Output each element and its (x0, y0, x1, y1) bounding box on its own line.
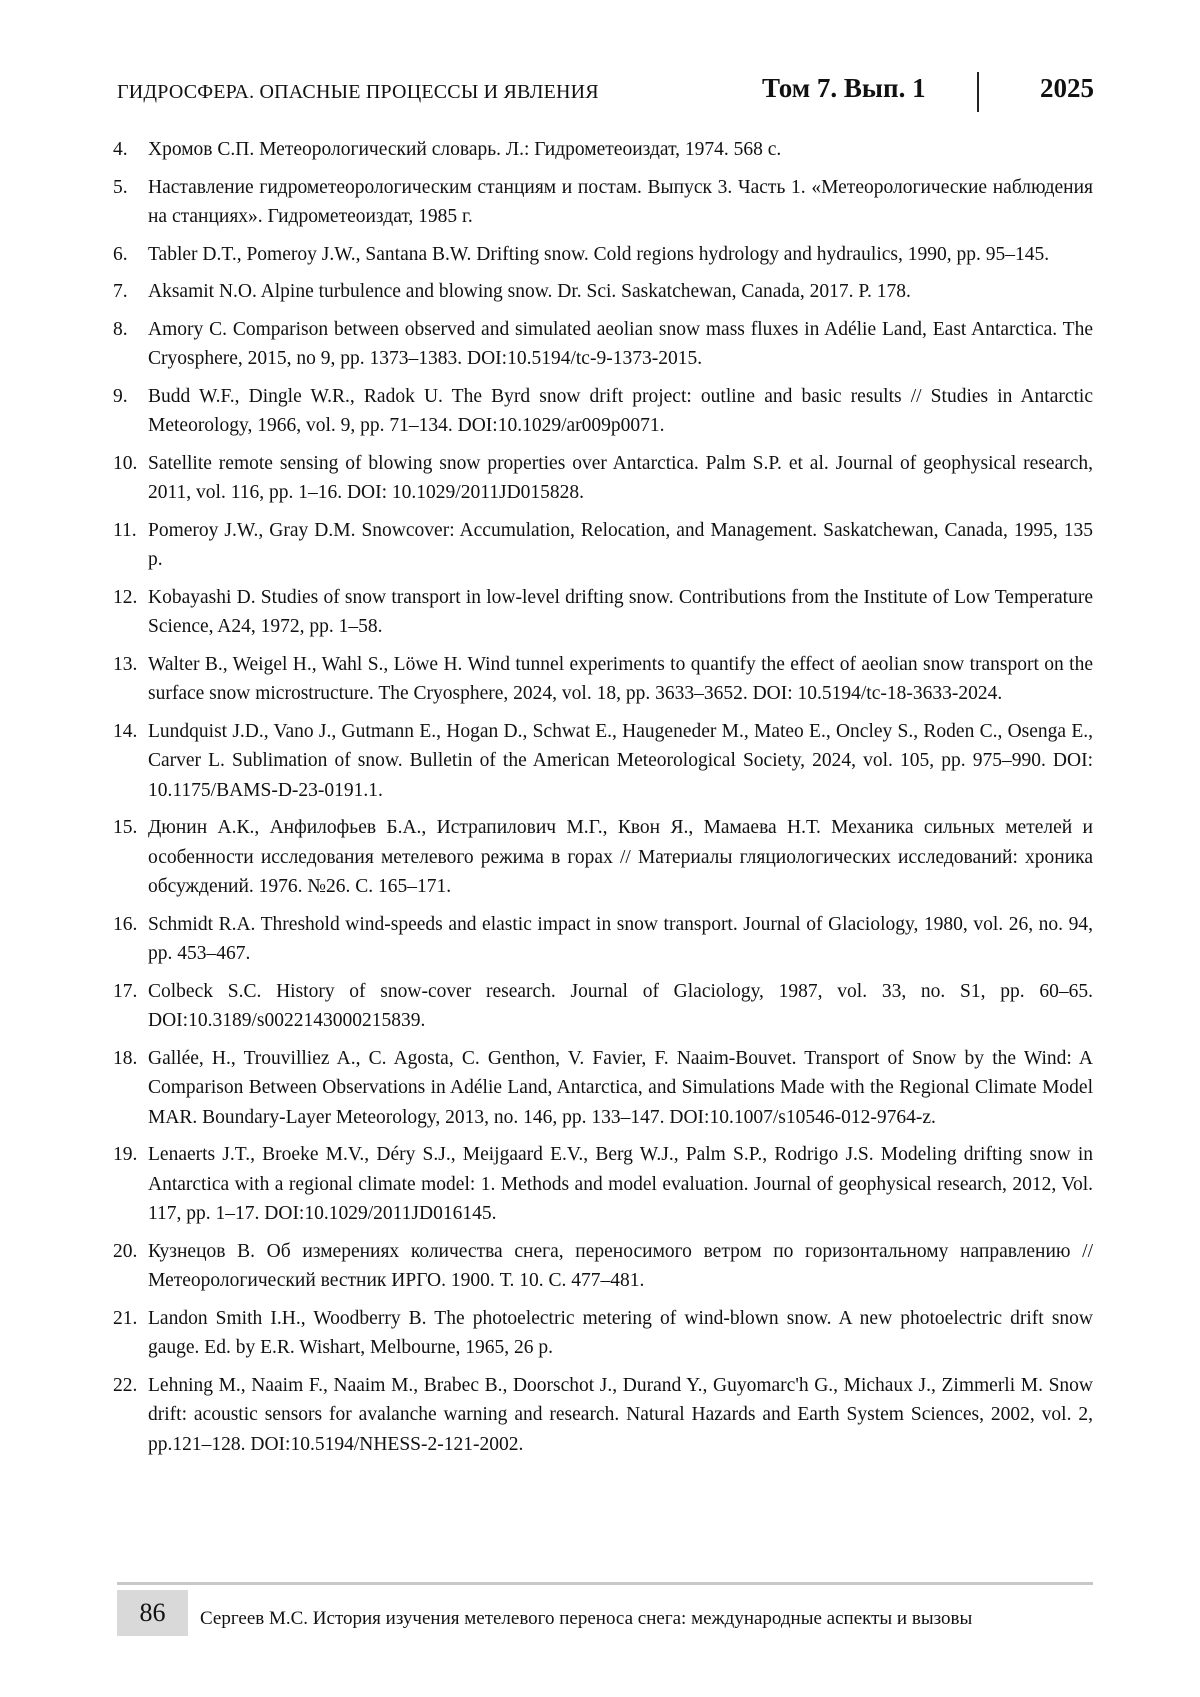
reference-item (113, 1304, 1093, 1363)
reference-text: Kobayashi D. Studies of snow transport in low-level drifting snow. Contributions from the Institute of Low Temperature Science, A24, 1972, pp. 1–58. (148, 586, 1093, 637)
reference-text: Дюнин А.К., Анфилофьев Б.А., Истрапилович М.Г., Квон Я., Мамаева Н.Т. Механика сильных метелей и особенности исследования метелевого режима в горах // Материалы гляциологических исследований: хроника обсуждений. 1976. №26. С. 165–171. (148, 817, 1093, 897)
reference-item (113, 1140, 1093, 1229)
reference-text: Budd W.F., Dingle W.R., Radok U. The Byrd snow drift project: outline and basic results // Studies in Antarctic Meteorology, 1966, vol. 9, pp. 71–134. DOI:10.1029/ar009p0071. (148, 385, 1093, 436)
reference-text: Tabler D.T., Pomeroy J.W., Santana B.W. Drifting snow. Cold regions hydrology and hydraulics, 1990, pp. 95–145. (148, 243, 1050, 265)
reference-number: 14. (113, 720, 138, 742)
reference-text: Хромов С.П. Метеорологический словарь. Л.: Гидрометеоиздат, 1974. 568 с. (148, 139, 782, 160)
reference-number: 5. (113, 176, 128, 198)
reference-item (113, 315, 1093, 374)
reference-number: 20. (113, 1240, 138, 1262)
reference-text: Amory C. Comparison between observed and simulated aeolian snow mass fluxes in Adélie Land, East Antarctica. The Cryosphere, 2015, no 9, pp. 1373–1383. DOI:10.5194/tc-9-1373-2015. (148, 318, 1093, 369)
volume-issue: Том 7. Вып. 1 (762, 73, 926, 103)
reference-text: Landon Smith I.H., Woodberry B. The photoelectric metering of wind-blown snow. A new photoelectric drift snow gauge. Ed. by E.R. Wishart, Melbourne, 1965, 26 p. (148, 1307, 1093, 1358)
header-divider (977, 72, 979, 112)
reference-item (113, 1044, 1093, 1133)
reference-list (113, 135, 1093, 1467)
reference-number: 12. (113, 586, 138, 608)
page-header (117, 72, 1094, 112)
reference-item (113, 135, 1093, 165)
journal-title: ГИДРОСФЕРА. ОПАСНЫЕ ПРОЦЕССЫ И ЯВЛЕНИЯ (117, 81, 599, 103)
reference-item (113, 449, 1093, 508)
reference-number: 10. (113, 452, 138, 474)
reference-text: Satellite remote sensing of blowing snow properties over Antarctica. Palm S.P. et al. Journal of geophysical research, 2011, vol. 116, pp. 1–16. DOI: 10.1029/2011JD015828. (148, 452, 1093, 503)
reference-item (113, 277, 1093, 307)
reference-number: 18. (113, 1047, 138, 1069)
reference-text: Schmidt R.A. Threshold wind-speeds and elastic impact in snow transport. Journal of Glaciology, 1980, vol. 26, no. 94, pp. 453–467. (148, 913, 1093, 964)
reference-number: 16. (113, 913, 138, 935)
reference-text: Gallée, H., Trouvilliez A., C. Agosta, C. Genthon, V. Favier, F. Naaim-Bouvet. Transport of Snow by the Wind: A Comparison Between Observations in Adélie Land, Antarctica, and Simulations Made with the Regional Climate Model MAR. Boundary-Layer Meteorology, 2013, no. 146, pp. 133–147. DOI:10.1007/s10546-012-9764-z. (148, 1047, 1093, 1128)
reference-item (113, 910, 1093, 969)
reference-item (113, 382, 1093, 441)
reference-item (113, 173, 1093, 232)
reference-text: Наставление гидрометеорологическим станциям и постам. Выпуск 3. Часть 1. «Метеорологические наблюдения на станциях». Гидрометеоиздат, 1985 г. (148, 176, 1093, 227)
reference-number: 11. (113, 519, 137, 541)
reference-number: 17. (113, 980, 138, 1002)
reference-text: Lenaerts J.T., Broeke M.V., Déry S.J., Meijgaard E.V., Berg W.J., Palm S.P., Rodrigo J.S. Modeling drifting snow in Antarctica with a regional climate model: 1. Methods and model evaluation. Journal of geophysical research, 2012, Vol. 117, pp. 1–17. DOI:10.1029/2011JD016145. (148, 1144, 1093, 1224)
reference-number: 7. (113, 281, 128, 302)
reference-text: Lundquist J.D., Vano J., Gutmann E., Hogan D., Schwat E., Haugeneder M., Mateo E., Oncley S., Roden C., Osenga E., Carver L. Sublimation of snow. Bulletin of the American Meteorological Society, 2024, vol. 105, pp. 975–990. DOI: 10.1175/BAMS-D-23-0191.1. (148, 720, 1093, 801)
reference-text: Кузнецов В. Об измерениях количества снега, переносимого ветром по горизонтальному направлению // Метеорологический вестник ИРГО. 1900. Т. 10. С. 477–481. (148, 1240, 1093, 1291)
reference-number: 4. (113, 139, 128, 160)
reference-item (113, 516, 1093, 575)
reference-text: Colbeck S.C. History of snow-cover research. Journal of Glaciology, 1987, vol. 33, no. S1, pp. 60–65. DOI:10.3189/s0022143000215839. (148, 980, 1093, 1031)
reference-item (113, 1237, 1093, 1296)
reference-item (113, 1371, 1093, 1460)
reference-item (113, 650, 1093, 709)
page-number: 86 (117, 1590, 188, 1636)
reference-text: Pomeroy J.W., Gray D.M. Snowcover: Accumulation, Relocation, and Management. Saskatchewan, Canada, 1995, 135 p. (148, 519, 1093, 570)
reference-number: 19. (113, 1144, 138, 1165)
running-title: Сергеев М.С. История изучения метелевого переноса снега: международные аспекты и вызовы (200, 1608, 973, 1629)
reference-number: 21. (113, 1307, 138, 1329)
reference-number: 9. (113, 385, 128, 407)
reference-item (113, 717, 1093, 806)
footer-rule (117, 1582, 1093, 1585)
reference-number: 13. (113, 653, 138, 675)
reference-number: 22. (113, 1374, 138, 1396)
reference-text: Aksamit N.O. Alpine turbulence and blowing snow. Dr. Sci. Saskatchewan, Canada, 2017. P. 178. (148, 281, 911, 302)
reference-number: 6. (113, 243, 128, 265)
reference-item (113, 813, 1093, 902)
reference-number: 8. (113, 318, 128, 340)
publication-year: 2025 (1040, 73, 1094, 103)
reference-text: Lehning M., Naaim F., Naaim M., Brabec B., Doorschot J., Durand Y., Guyomarc'h G., Michaux J., Zimmerli M. Snow drift: acoustic sensors for avalanche warning and research. Natural Hazards and Earth System Sciences, 2002, vol. 2, pp.121–128. DOI:10.5194/NHESS-2-121-2002. (148, 1374, 1093, 1455)
reference-item (113, 240, 1093, 270)
reference-item (113, 583, 1093, 642)
reference-text: Walter B., Weigel H., Wahl S., Löwe H. Wind tunnel experiments to quantify the effect of aeolian snow transport on the surface snow microstructure. The Cryosphere, 2024, vol. 18, pp. 3633–3652. DOI: 10.5194/tc-18-3633-2024. (148, 653, 1093, 704)
reference-item (113, 977, 1093, 1036)
reference-number: 15. (113, 817, 138, 838)
